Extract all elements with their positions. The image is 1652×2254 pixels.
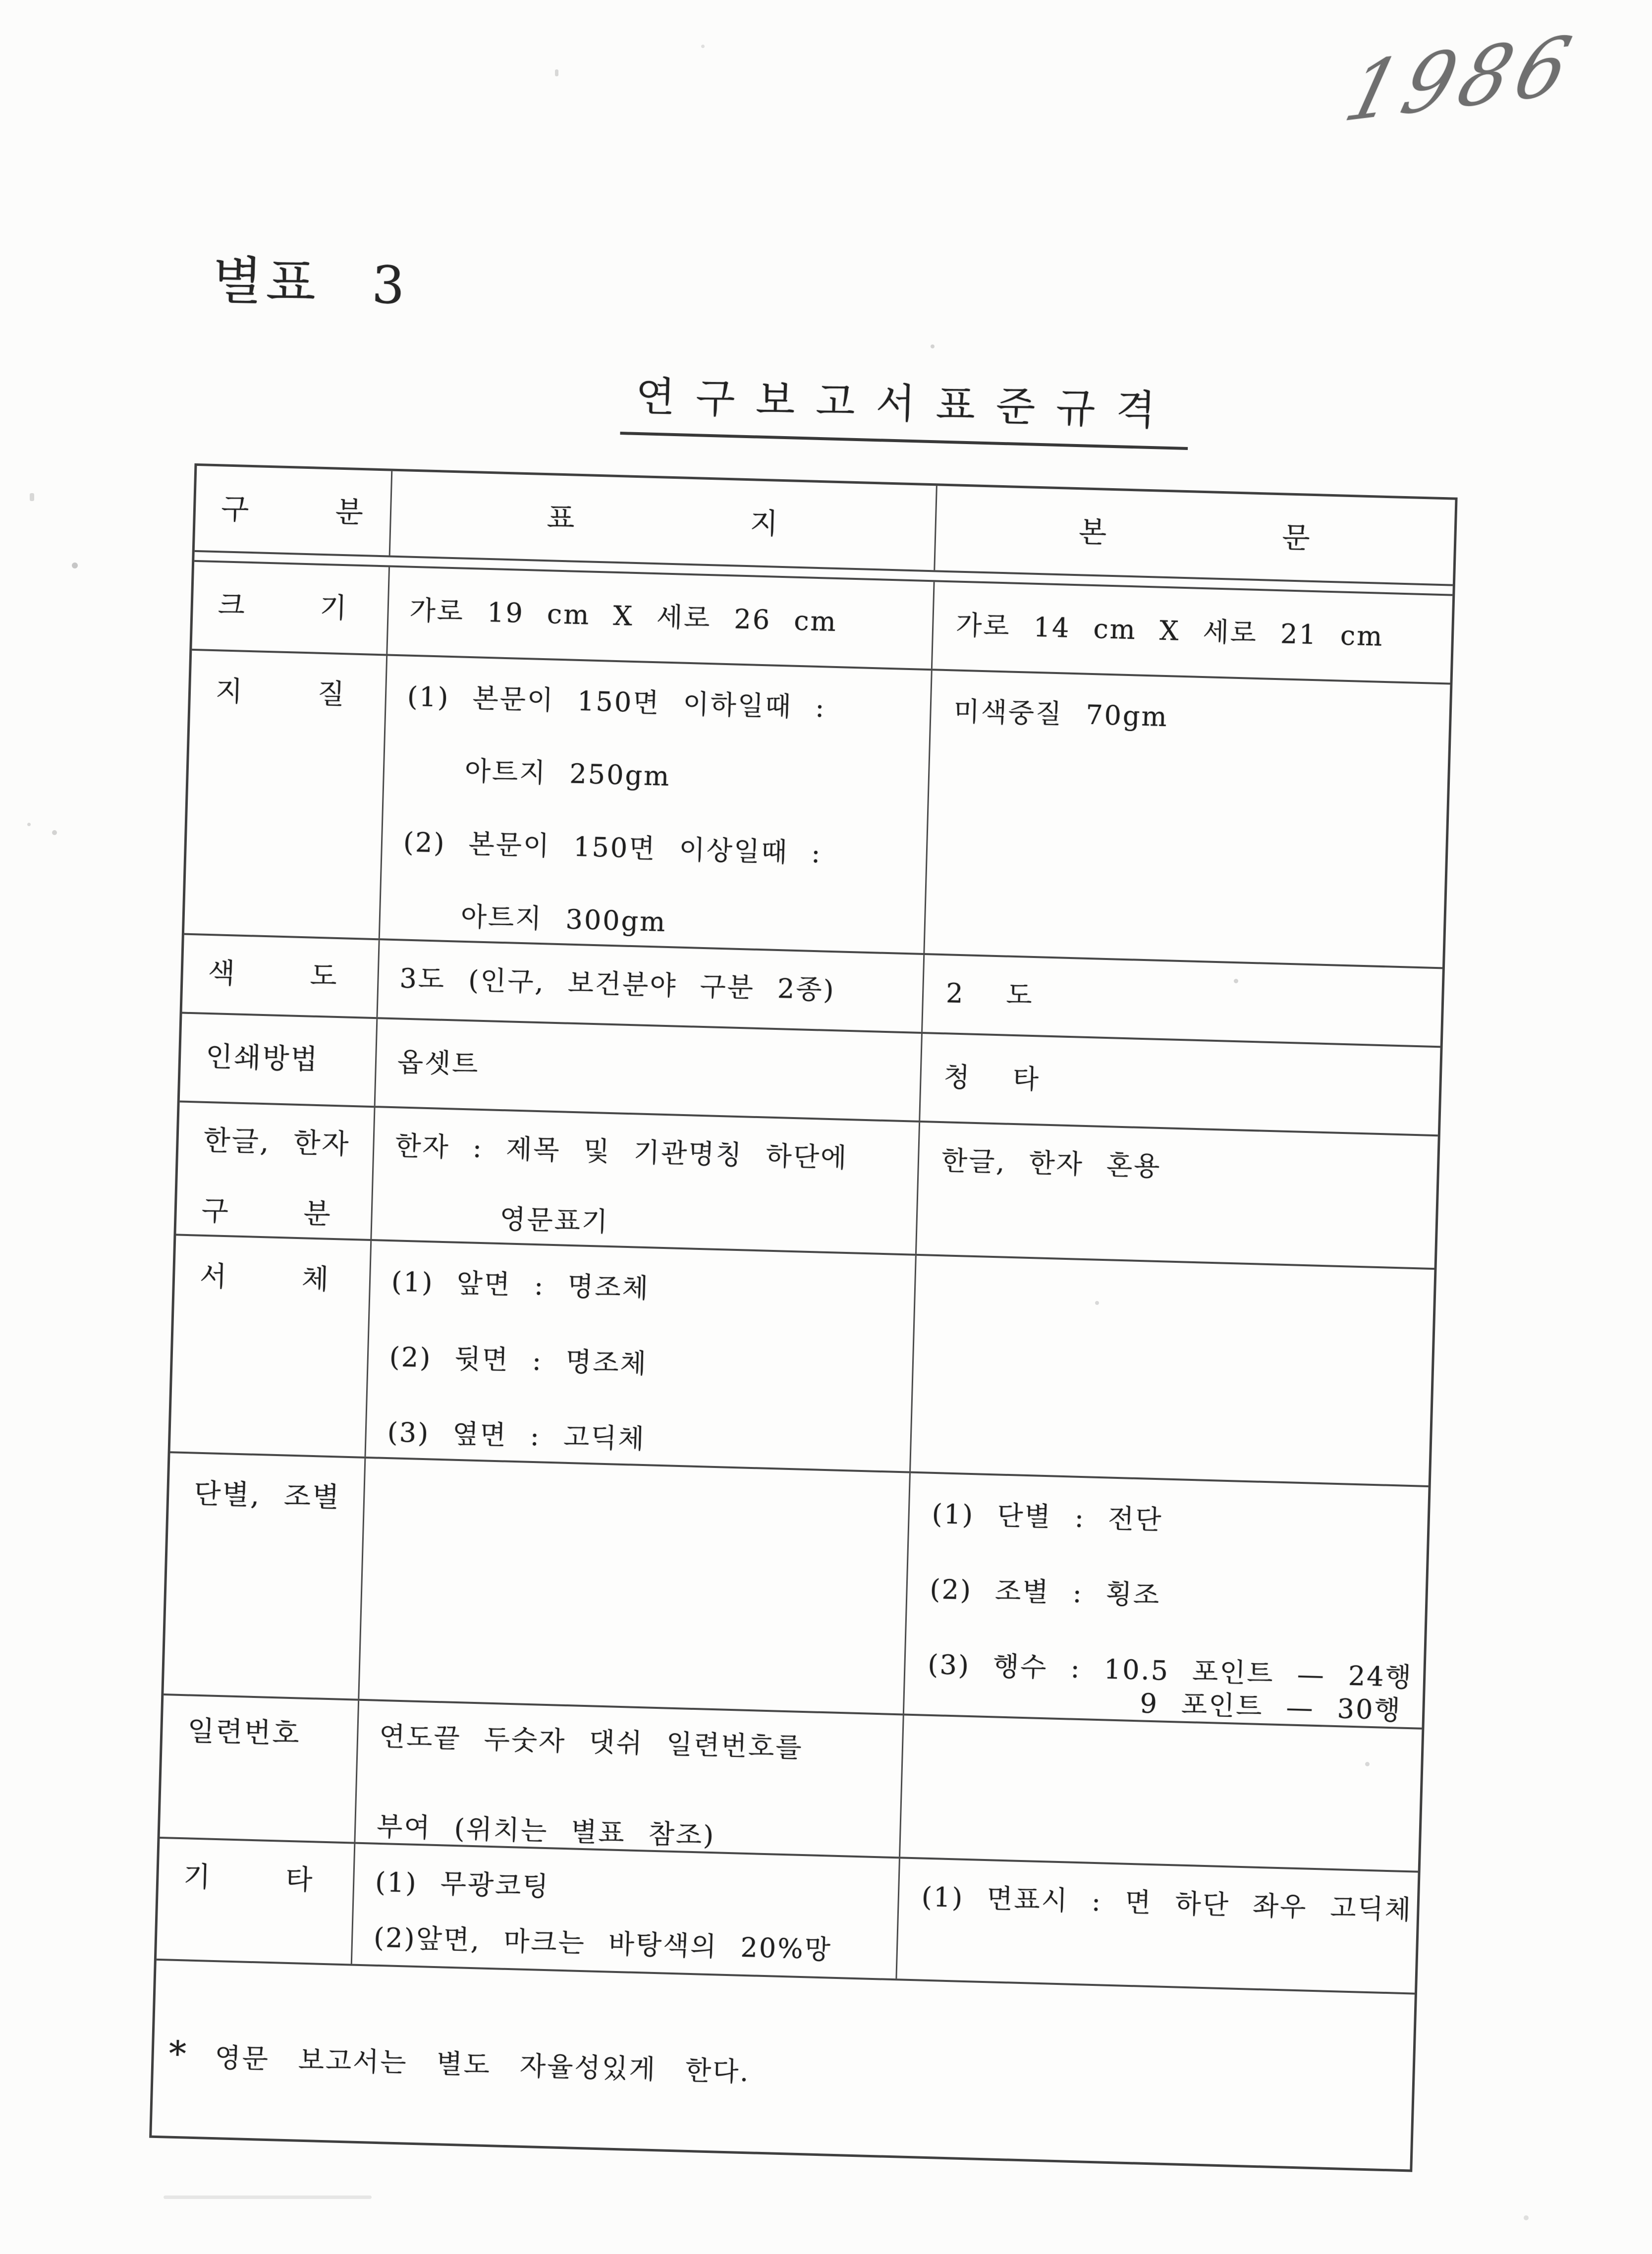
header-cover-label: 표 지: [546, 501, 780, 541]
text-line: (2)앞면, 마크는 바탕색의 20%망: [373, 1921, 832, 1966]
etc-label-cell: [157, 1839, 355, 1964]
document-title: 연구보고서표준규격: [620, 364, 1190, 450]
scan-artifact: [27, 823, 31, 826]
etc-cover-cell: [352, 1844, 900, 1979]
row-label: 한글, 한자: [203, 1124, 351, 1161]
document-title-wrap: [602, 363, 1208, 451]
hanja-label-cell: [176, 1102, 375, 1239]
row-label: 구 분: [201, 1194, 332, 1231]
printed-sheet: [149, 235, 1462, 2201]
row-label: 지 질: [215, 675, 346, 711]
table-row-paper: [184, 649, 1450, 967]
text-line: (3) 행수 : 10.5 포인트 — 24행: [927, 1648, 1413, 1693]
text-line: 가로 14 cm X 세로 21 cm: [955, 609, 1384, 652]
header-body-label: 본 문: [1078, 515, 1312, 555]
text-line: (2) 뒷면 : 명조체: [389, 1341, 648, 1380]
text-line: 미색중질 70gm: [953, 695, 1169, 733]
paper-label-cell: [184, 651, 387, 938]
printing-label-cell: [180, 1014, 378, 1106]
serial-label-cell: [160, 1695, 360, 1842]
text-line: 옵셋트: [397, 1046, 480, 1080]
handwritten-year: 1986: [1335, 17, 1587, 141]
layout-body-cell: [904, 1473, 1429, 1728]
color-label-cell: [182, 935, 380, 1017]
paper-body-cell: [925, 671, 1450, 967]
etc-body-cell: [897, 1859, 1418, 1992]
layout-cover-cell: [359, 1459, 911, 1714]
text-line: 영문표기: [499, 1203, 609, 1238]
typeface-body-cell: [911, 1256, 1434, 1485]
color-cover-cell: [378, 940, 925, 1032]
text-line: 3도 (인구, 보건분야 구분 2종): [399, 962, 836, 1006]
size-label-cell: [192, 562, 390, 654]
size-body-cell: [933, 582, 1452, 682]
asterisk-bullet-icon: *: [168, 2033, 187, 2075]
header-body-cell: [935, 486, 1455, 584]
hanja-body-cell: [917, 1123, 1438, 1268]
text-line: (1) 무광코팅: [375, 1866, 551, 1903]
text-line: (1) 본문이 150면 이하일때 :: [407, 680, 826, 724]
scan-artifact: [30, 493, 34, 501]
header-category-cell: [195, 466, 392, 556]
printing-body-cell: [920, 1034, 1440, 1134]
scan-artifact: [555, 69, 558, 76]
hanja-cover-cell: [372, 1108, 920, 1254]
text-line: 9 포인트 — 30행: [1139, 1688, 1402, 1726]
row-label: 크 기: [217, 589, 349, 625]
scan-artifact: [1365, 1762, 1370, 1766]
text-line: 한자 : 제목 및 기관명칭 하단에: [394, 1130, 848, 1174]
scan-artifact: [1234, 979, 1238, 983]
text-line: 한글, 한자 혼용: [941, 1145, 1162, 1183]
text-line: (1) 단별 : 전단: [931, 1498, 1163, 1536]
row-label: 서 체: [199, 1260, 330, 1296]
typeface-cover-cell: [366, 1241, 916, 1471]
row-label: 단별, 조별: [193, 1477, 341, 1514]
layout-label-cell: [164, 1453, 366, 1699]
scan-artifact: [931, 344, 935, 348]
text-line: 청 타: [943, 1061, 1041, 1095]
paper-cover-cell: [380, 656, 933, 954]
text-line: (2) 조별 : 횡조: [929, 1573, 1161, 1611]
text-line: (1) 앞면 : 명조체: [391, 1266, 650, 1304]
text-line: (3) 옆면 : 고딕체: [386, 1416, 646, 1455]
serial-cover-cell: [355, 1701, 904, 1857]
text-line: 가로 19 cm X 세로 26 cm: [409, 594, 838, 638]
footnote-row: [152, 1959, 1415, 2170]
text-line: (1) 면표시 : 면 하단 좌우 고딕체: [921, 1881, 1413, 1926]
text-line: (2) 본문이 150면 이상일때 :: [403, 826, 823, 869]
color-body-cell: [923, 955, 1442, 1046]
text-line: 2 도: [945, 977, 1034, 1012]
serial-body-cell: [900, 1715, 1422, 1870]
header-category-label: 구 분: [220, 492, 365, 530]
row-label: 색 도: [207, 957, 339, 993]
text-line: 연도끝 두숫자 댓쉬 일련번호를: [379, 1720, 804, 1763]
scan-artifact: [701, 45, 705, 48]
table-row-typeface: [170, 1234, 1434, 1485]
size-cover-cell: [387, 567, 935, 669]
footnote-text: 영문 보고서는 별도 자율성있게 한다.: [214, 2042, 751, 2088]
scan-artifact: [52, 830, 57, 835]
table-row-column-layout: [164, 1451, 1428, 1728]
typeface-label-cell: [170, 1236, 372, 1457]
text-line: 아트지 300gm: [460, 901, 667, 938]
scan-artifact: [72, 563, 78, 568]
scan-artifact: [1095, 1301, 1099, 1305]
scan-artifact: [1524, 2215, 1529, 2220]
appendix-heading: 별표 3: [211, 250, 410, 316]
printing-cover-cell: [376, 1019, 923, 1121]
header-cover-cell: [390, 471, 937, 570]
row-label: 기 타: [183, 1860, 315, 1897]
text-line: 부여 (위치는 별표 참조): [376, 1810, 716, 1852]
scan-artifact: [164, 2196, 372, 2199]
text-line: 아트지 250gm: [464, 755, 671, 792]
row-label: 인쇄방법: [205, 1040, 320, 1076]
row-label: 일련번호: [187, 1715, 301, 1750]
spec-table: [149, 463, 1457, 2172]
